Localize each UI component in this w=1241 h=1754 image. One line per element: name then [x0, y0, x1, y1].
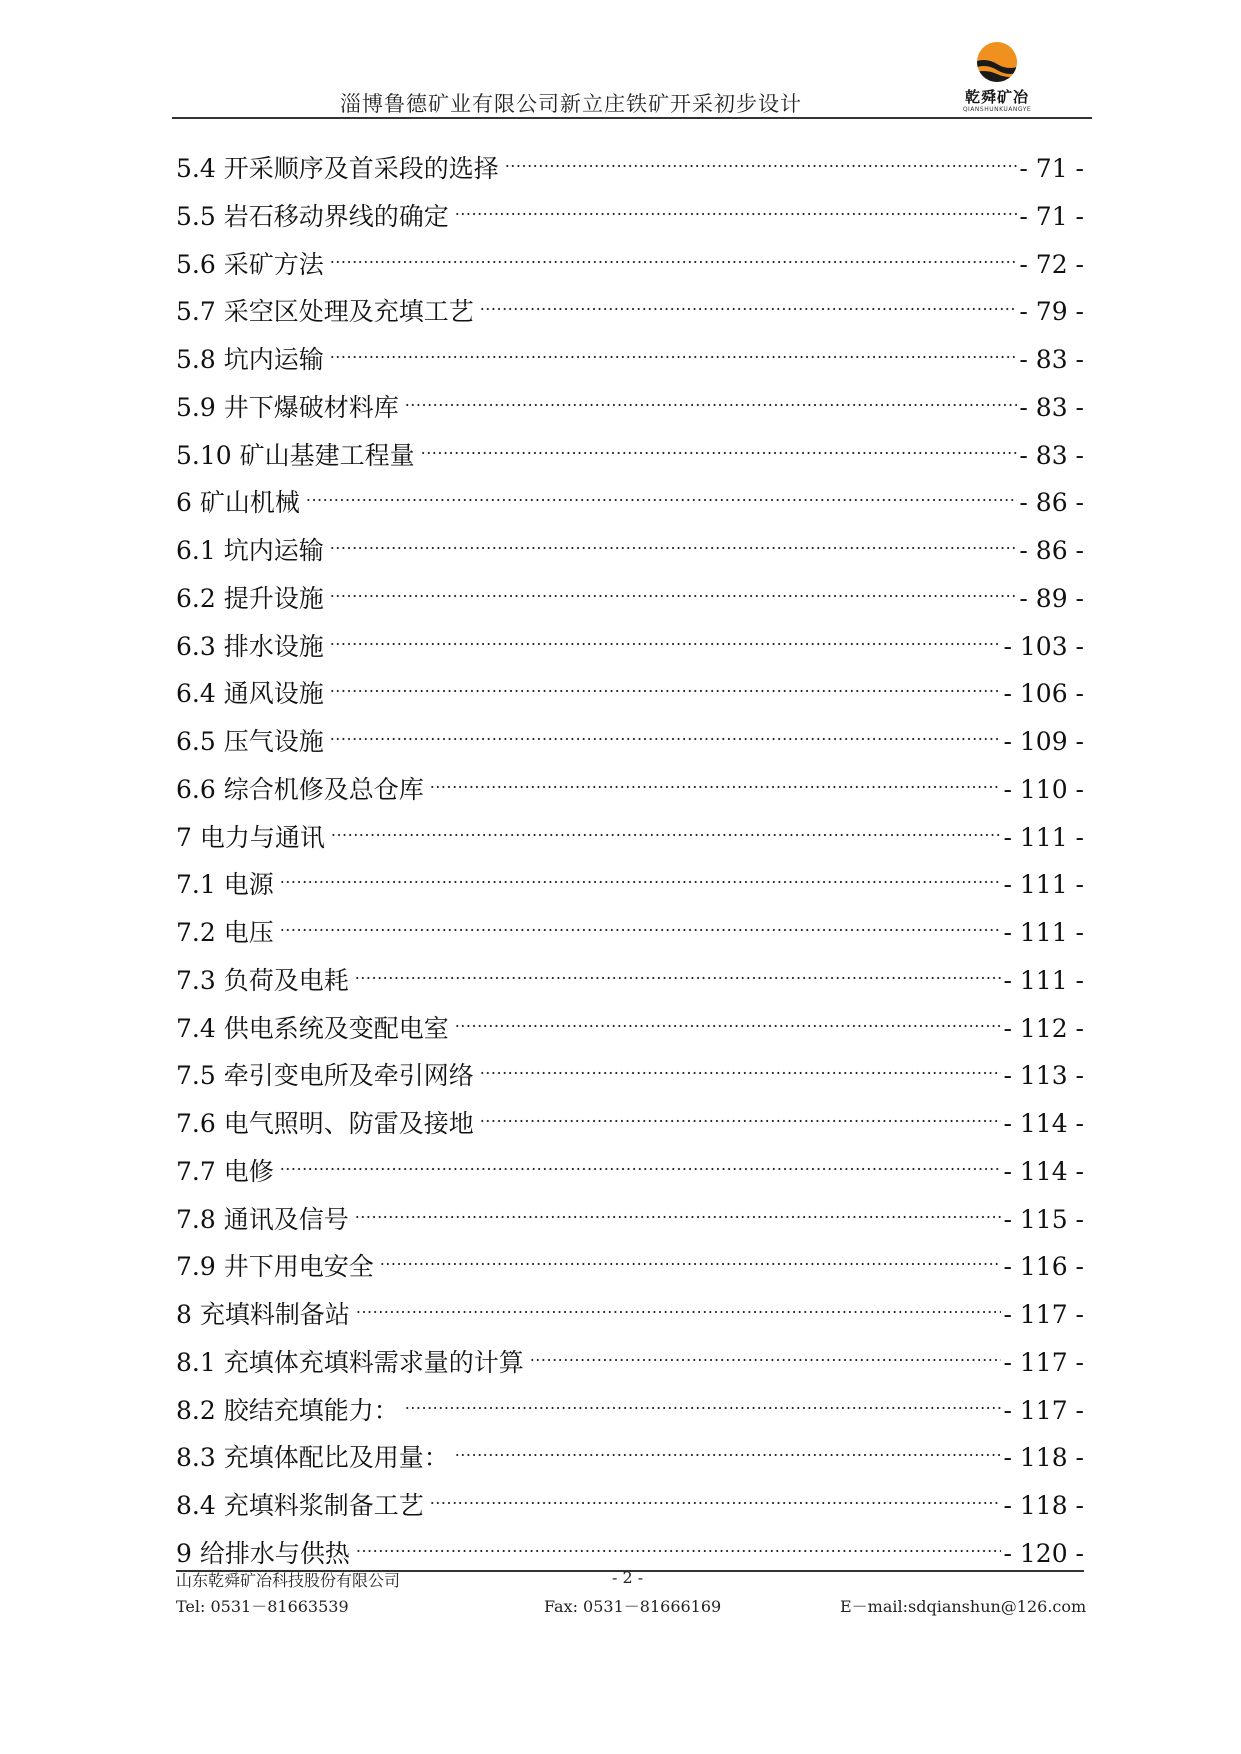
toc-leader-dots [356, 1532, 1002, 1562]
toc-entry[interactable] [176, 720, 1084, 768]
toc-entry[interactable] [176, 1484, 1084, 1532]
toc-entry[interactable] [176, 434, 1084, 482]
toc-leader-dots [330, 338, 1018, 368]
toc-entry-page: - 111 - [1003, 870, 1084, 900]
toc-entry-page: - 109 - [1003, 727, 1084, 756]
toc-entry[interactable] [176, 243, 1084, 291]
toc-entry-label: 5.6 采矿方法 [176, 249, 324, 279]
footer-page-number: - 2 - [612, 1568, 644, 1587]
toc-leader-dots [380, 1245, 1002, 1275]
toc-entry[interactable] [176, 1007, 1084, 1055]
toc-entry[interactable] [176, 1341, 1084, 1389]
toc-entry-page: - 112 - [1003, 1013, 1084, 1043]
toc-entry-label: 7.3 负荷及电耗 [176, 965, 349, 995]
logo-subtext: QIANSHUNKUANGYE [962, 106, 1032, 113]
toc-entry-label: 8 充填料制备站 [176, 1300, 350, 1329]
toc-leader-dots [355, 1198, 1002, 1228]
toc-entry-label: 8.3 充填体配比及用量： [176, 1443, 449, 1473]
toc-leader-dots [505, 147, 1018, 177]
toc-entry-page: - 116 - [1003, 1252, 1084, 1282]
toc-leader-dots [330, 529, 1018, 559]
toc-entry-label: 6 矿山机械 [176, 488, 300, 518]
toc-leader-dots [480, 290, 1018, 320]
toc-entry[interactable] [176, 195, 1084, 243]
toc-entry[interactable] [176, 338, 1084, 386]
toc-entry-label: 9 给排水与供热 [176, 1538, 350, 1568]
toc-entry-label: 7.2 电压 [176, 918, 274, 947]
toc-entry-page: - 120 - [1003, 1538, 1084, 1568]
toc-entry-page: - 111 - [1003, 965, 1084, 995]
toc-leader-dots [455, 195, 1018, 225]
toc-entry-page: - 71 - [1019, 154, 1084, 183]
toc-entry-page: - 117 - [1003, 1395, 1084, 1425]
toc-entry-label: 7.4 供电系统及变配电室 [176, 1013, 449, 1043]
toc-entry-page: - 113 - [1003, 1061, 1084, 1091]
toc-entry-label: 7.8 通讯及信号 [176, 1204, 349, 1234]
toc-entry[interactable] [176, 1245, 1084, 1293]
toc-leader-dots [405, 1389, 1002, 1419]
toc-entry[interactable] [176, 959, 1084, 1007]
toc-entry-label: 7.1 电源 [176, 870, 274, 900]
toc-entry-page: - 86 - [1019, 488, 1084, 518]
toc-leader-dots [430, 1484, 1002, 1514]
toc-entry[interactable] [176, 911, 1084, 959]
toc-entry-label: 8.4 充填料浆制备工艺 [176, 1491, 424, 1520]
toc-entry-page: - 83 - [1019, 440, 1084, 470]
toc-entry-label: 7 电力与通讯 [176, 822, 325, 852]
toc-entry-page: - 106 - [1003, 679, 1084, 709]
toc-entry-label: 5.8 坑内运输 [176, 345, 324, 374]
toc-entry[interactable] [176, 147, 1084, 195]
toc-entry-label: 5.4 开采顺序及首采段的选择 [176, 154, 499, 183]
toc-entry[interactable] [176, 386, 1084, 434]
toc-leader-dots [306, 481, 1018, 511]
toc-entry-label: 5.10 矿山基建工程量 [176, 440, 415, 470]
toc-entry[interactable] [176, 1198, 1084, 1246]
table-of-contents [176, 147, 1084, 1572]
toc-entry-label: 8.1 充填体充填料需求量的计算 [176, 1347, 524, 1377]
toc-leader-dots [356, 1293, 1002, 1323]
toc-leader-dots [405, 386, 1018, 416]
toc-entry-label: 8.2 胶结充填能力： [176, 1395, 399, 1425]
toc-entry-page: - 83 - [1019, 345, 1084, 374]
footer-fax: Fax: 0531－81666169 [544, 1597, 722, 1616]
toc-entry-page: - 114 - [1003, 1109, 1084, 1138]
header-divider [172, 117, 1092, 119]
toc-entry-label: 6.2 提升设施 [176, 583, 324, 613]
toc-entry-page: - 118 - [1003, 1491, 1084, 1520]
toc-entry[interactable] [176, 768, 1084, 816]
toc-entry-label: 7.5 牵引变电所及牵引网络 [176, 1061, 474, 1091]
toc-entry-page: - 115 - [1003, 1204, 1084, 1234]
toc-entry[interactable] [176, 625, 1084, 673]
toc-entry[interactable] [176, 290, 1084, 338]
toc-leader-dots [480, 1102, 1002, 1132]
toc-leader-dots [331, 816, 1002, 846]
toc-entry-label: 7.6 电气照明、防雷及接地 [176, 1109, 474, 1138]
toc-entry-label: 6.6 综合机修及总仓库 [176, 774, 424, 804]
toc-entry-page: - 83 - [1019, 392, 1084, 422]
toc-leader-dots [280, 863, 1002, 893]
logo-sun-icon [948, 38, 1046, 88]
toc-entry[interactable] [176, 1150, 1084, 1198]
toc-entry-label: 7.9 井下用电安全 [176, 1252, 374, 1282]
toc-entry[interactable] [176, 1389, 1084, 1437]
toc-entry-label: 6.1 坑内运输 [176, 536, 324, 565]
footer-company: 山东乾舜矿冶科技股份有限公司 [176, 1571, 401, 1590]
toc-entry[interactable] [176, 577, 1084, 625]
toc-leader-dots [330, 243, 1018, 273]
toc-entry-page: - 89 - [1019, 583, 1084, 613]
toc-entry-label: 6.3 排水设施 [176, 631, 324, 661]
toc-entry-label: 5.9 井下爆破材料库 [176, 392, 399, 422]
toc-leader-dots [480, 1054, 1002, 1084]
toc-entry-page: - 117 - [1003, 1300, 1084, 1329]
toc-entry[interactable] [176, 672, 1084, 720]
toc-leader-dots [280, 911, 1002, 941]
toc-entry-label: 6.4 通风设施 [176, 679, 324, 709]
company-logo [948, 38, 1046, 118]
toc-leader-dots [430, 768, 1002, 798]
toc-entry-label: 7.7 电修 [176, 1156, 274, 1186]
toc-entry[interactable] [176, 1102, 1084, 1150]
toc-entry-label: 5.5 岩石移动界线的确定 [176, 201, 449, 231]
toc-leader-dots [455, 1436, 1002, 1466]
toc-leader-dots [455, 1007, 1002, 1037]
toc-entry-page: - 117 - [1003, 1347, 1084, 1377]
toc-leader-dots [530, 1341, 1002, 1371]
toc-entry[interactable] [176, 1436, 1084, 1484]
footer-telephone: Tel: 0531－81663539 [176, 1597, 349, 1616]
toc-leader-dots [330, 720, 1002, 750]
toc-entry-page: - 71 - [1019, 201, 1084, 231]
toc-leader-dots [330, 672, 1002, 702]
toc-entry[interactable] [176, 1293, 1084, 1341]
toc-entry-label: 5.7 采空区处理及充填工艺 [176, 297, 474, 327]
toc-entry[interactable] [176, 529, 1084, 577]
toc-leader-dots [330, 577, 1018, 607]
toc-entry-page: - 110 - [1003, 774, 1084, 804]
toc-entry-page: - 111 - [1003, 918, 1084, 947]
toc-entry[interactable] [176, 863, 1084, 911]
toc-entry-page: - 86 - [1019, 536, 1084, 565]
toc-entry-label: 6.5 压气设施 [176, 727, 324, 756]
toc-leader-dots [280, 1150, 1002, 1180]
toc-leader-dots [421, 434, 1018, 464]
toc-entry[interactable] [176, 816, 1084, 864]
footer-email: E－mail:sdqianshun@126.com [840, 1597, 1087, 1616]
toc-entry-page: - 103 - [1003, 631, 1084, 661]
toc-leader-dots [355, 959, 1002, 989]
toc-entry-page: - 111 - [1003, 822, 1084, 852]
toc-entry-page: - 114 - [1003, 1156, 1084, 1186]
document-title: 淄博鲁德矿业有限公司新立庄铁矿开采初步设计 [340, 92, 802, 116]
toc-entry[interactable] [176, 481, 1084, 529]
toc-leader-dots [330, 625, 1002, 655]
toc-entry[interactable] [176, 1532, 1084, 1572]
logo-text: 乾舜矿冶 [964, 88, 1029, 106]
toc-entry[interactable] [176, 1054, 1084, 1102]
toc-entry-page: - 79 - [1019, 297, 1084, 327]
toc-entry-page: - 118 - [1003, 1443, 1084, 1473]
toc-entry-page: - 72 - [1019, 249, 1084, 279]
